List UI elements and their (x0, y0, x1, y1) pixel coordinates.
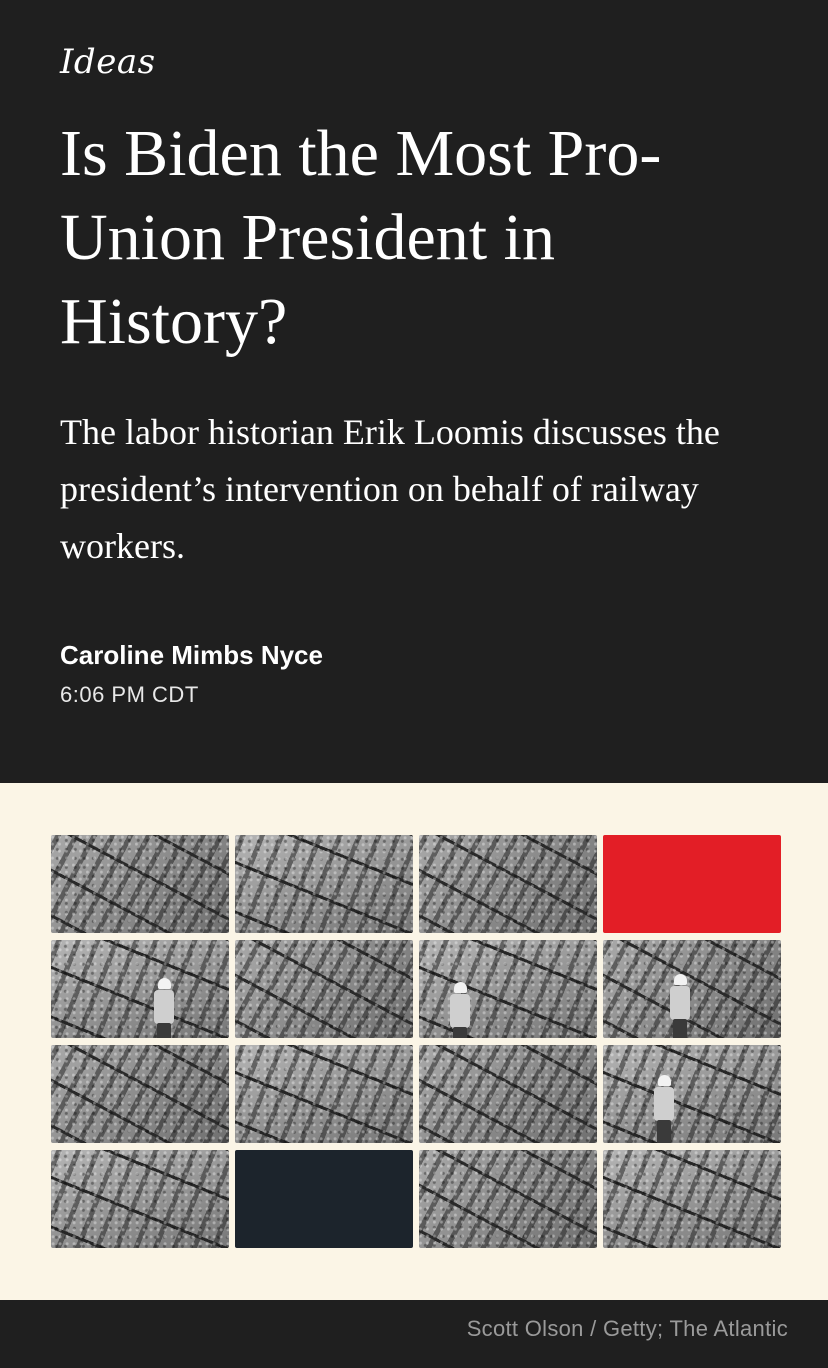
article-headline: Is Biden the Most Pro-Union President in History? (60, 117, 662, 358)
author-byline[interactable]: Caroline Mimbs Nyce (60, 640, 323, 670)
collage-tile (419, 835, 597, 933)
image-credit: Scott Olson / Getty; The Atlantic (466, 1316, 788, 1341)
collage-tile (419, 940, 597, 1038)
collage-tile-navy (235, 1150, 413, 1248)
worker-figure-icon (667, 974, 693, 1038)
collage-tile (235, 1045, 413, 1143)
collage-tile (603, 1045, 781, 1143)
collage-tile (51, 835, 229, 933)
section-label[interactable]: Ideas (60, 42, 156, 82)
collage-tile (51, 1150, 229, 1248)
lead-illustration (0, 783, 828, 1300)
collage-tile (419, 1045, 597, 1143)
collage-tile (51, 940, 229, 1038)
image-credit-bar (0, 1300, 828, 1368)
publish-time: 6:06 PM CDT (60, 682, 199, 707)
collage-tile (235, 940, 413, 1038)
worker-figure-icon (151, 978, 177, 1038)
collage-tile (235, 835, 413, 933)
collage-tile (603, 1150, 781, 1248)
collage-tile (603, 940, 781, 1038)
worker-figure-icon (447, 982, 473, 1038)
collage-tile (419, 1150, 597, 1248)
collage-tile (51, 1045, 229, 1143)
article-dek: The labor historian Erik Loomis discusses the president’s intervention on behalf of railway workers. (60, 412, 720, 566)
collage-grid (51, 835, 782, 1248)
worker-figure-icon (651, 1075, 677, 1143)
collage-tile-red (603, 835, 781, 933)
